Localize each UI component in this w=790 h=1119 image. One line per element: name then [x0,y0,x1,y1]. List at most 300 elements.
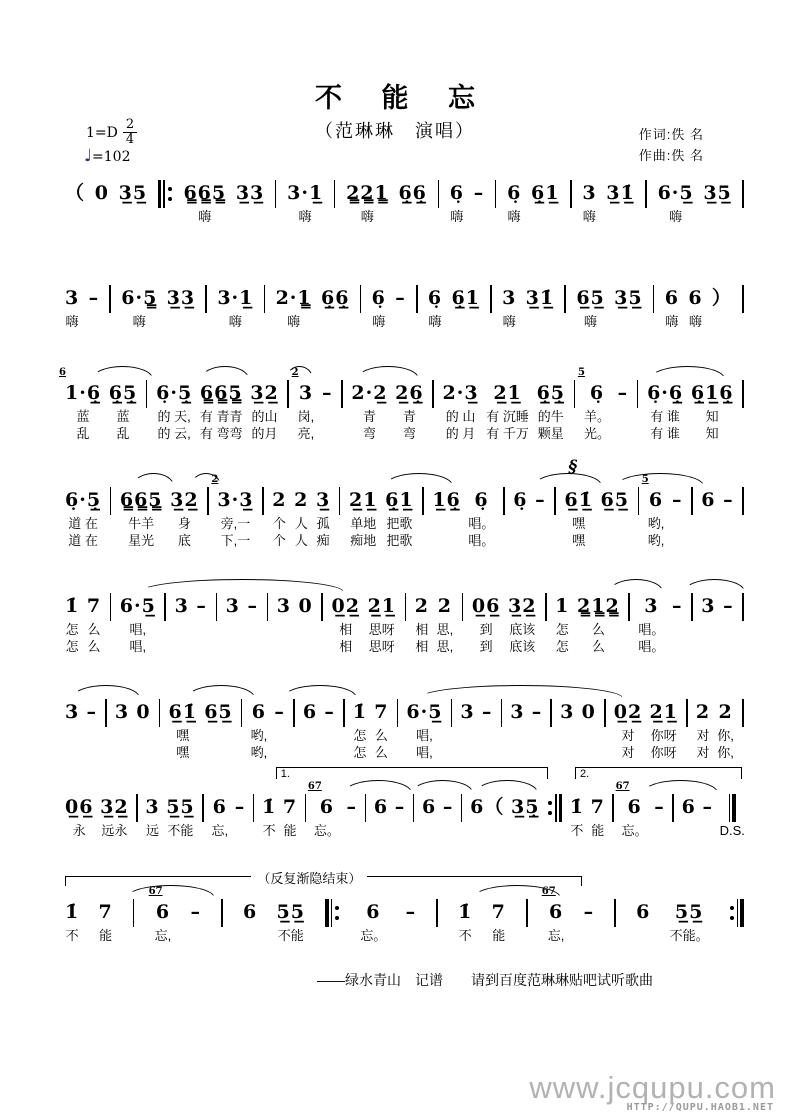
lyric: 你呀 [650,745,677,760]
note-cell [65,285,79,330]
lyric [538,313,542,330]
bar-thin [742,285,744,313]
note-cell [332,593,360,655]
barline-mark [546,794,563,822]
note: 6̲5̲ [204,701,233,723]
note: – [442,796,454,818]
note: 6 [243,901,258,923]
note: 3̲ [315,489,331,511]
barline-mark [569,180,573,208]
barline-mark [494,180,498,208]
lyric: 道 在 [68,533,98,548]
note-cell [606,180,634,225]
lyric [707,532,711,549]
note-cell [86,699,97,761]
note: 2 [294,489,309,511]
lyric: 的牛 [537,409,564,424]
tempo-value: =102 [92,149,131,165]
note-cell [167,285,195,330]
bar-thin [341,380,343,408]
note: – [535,489,546,511]
slur-arc [187,685,255,698]
barline-mark [741,380,745,408]
note: – [583,901,595,923]
note-cell [120,593,156,655]
bar-thin [109,285,111,313]
lyric: 怎 [353,728,367,743]
lyric: 能 [99,928,113,943]
note-cell [372,285,386,330]
note: 6 [681,796,696,818]
lyric: 忘。 [621,823,648,838]
song-title: 不 能 忘 [314,83,491,113]
bar-thin [159,699,161,727]
note: 6̣ [589,382,605,404]
barline [636,380,640,408]
note-cell [322,380,333,442]
lyric: 星光 [128,533,155,548]
lyric [325,408,329,425]
lyric [621,408,625,425]
barline-mark [525,899,529,927]
barline [404,593,408,621]
note: 3̲2̲ [100,796,129,818]
lyric: 忘, [211,823,229,838]
note-cell [191,899,202,944]
note: 0̲2̲ [331,595,360,617]
lyric: 知 [705,409,719,424]
time-denominator: 4 [125,132,135,147]
note-cell [560,699,574,761]
barline [359,285,363,313]
lyric [278,744,282,761]
lyric: 么 [591,639,605,654]
note-cell [65,899,79,944]
lyric [716,208,720,225]
barline [135,794,139,822]
barline [431,380,435,408]
note-cell [299,593,313,655]
barline [215,593,219,621]
bar-thin [205,285,207,313]
lyric: 嗨 [507,209,521,224]
note-cell [600,487,628,549]
lyric [308,727,312,744]
note: 6̲5̲ [576,287,605,309]
barline-mark [437,180,441,208]
lyric [687,822,691,839]
note-cell [510,699,524,761]
barline-mark [489,285,493,313]
bar-thin [742,180,744,208]
key-signature [86,118,137,147]
note-cell [564,457,593,549]
lyric: 嗨 [665,314,679,329]
note-cell [474,180,485,225]
lyric: 相 [339,622,353,637]
barline-mark [611,794,615,822]
note: 1 [555,595,570,617]
lyric: 怎 [65,622,79,637]
note-cell [183,180,226,225]
lyric [217,727,221,744]
lyric [308,744,312,761]
lyric: 么 [87,639,101,654]
lyric: 弯 [362,426,376,441]
lyric: 不能 [167,823,194,838]
lyric [485,727,489,744]
note-cell [541,886,565,944]
notation-row [65,285,745,330]
note-cell [65,487,101,549]
lyric [282,621,286,638]
note-cell [211,474,254,549]
note: 6̣ [507,182,522,204]
note: 6̣ [513,489,528,511]
bar-thin [462,593,464,621]
barline-mark [741,487,745,515]
lyric: 远 [145,823,159,838]
lyric: 道 在 [68,516,98,531]
bar-thin [612,794,614,822]
grace-note: 67 [615,781,630,792]
grace-note: 67 [307,781,322,792]
slur-arc [283,685,358,698]
note: – [481,701,493,723]
lyric: 嗨 [287,314,301,329]
barline [627,593,631,621]
barline-mark [163,593,167,621]
repeat-dot [548,811,552,815]
lyric: 能 [492,928,506,943]
lyric: 有 谁 [650,409,680,424]
bar-thin [293,699,295,727]
note: – [473,182,485,204]
barline-mark [412,794,416,822]
bar-thin [105,699,107,727]
lyric [251,638,255,655]
barline-mark [652,285,656,313]
lyric [675,532,679,549]
note-cell [226,593,240,655]
note-cell [95,180,109,225]
lyric: 忘, [547,928,565,943]
note-cell [89,285,100,330]
lyric [411,208,415,225]
lyric [658,822,662,839]
note-cell [145,794,159,839]
grace-note: 6 [59,367,66,378]
note-cell [492,899,506,944]
note: 2 [272,489,287,511]
note-cell [537,380,565,442]
repeat-dot [548,801,552,805]
lyric [485,744,489,761]
bar-thin [339,487,341,515]
barline [266,593,270,621]
barline [292,699,296,727]
ending-bracket [65,871,582,886]
lyric: 么 [591,622,605,637]
note-cell [169,699,197,761]
lyric [621,425,625,442]
note: 3̲5̲ [703,182,732,204]
key-label: 1=D [86,124,118,141]
note: 3·1̲ [217,287,254,309]
note: 3 [701,595,716,617]
note-cell [614,699,642,761]
lyric: 怎 [353,745,367,760]
grace-note: 67 [541,886,556,897]
bar-thin [405,593,407,621]
lyric [565,744,569,761]
bar-thin [163,180,165,208]
lyric: 的 天, [157,409,191,424]
notation-row [59,367,745,442]
bar-thin [360,285,362,313]
note: 6·5̲ [657,182,694,204]
lyric: 牛羊 [128,516,155,531]
lyric: 羊。 [583,409,610,424]
slur-arc [133,473,174,486]
transcriber-note: ——绿水青山 记谱 请到百度范琳琳贴吧试听歌曲 [317,972,653,988]
bar-thin [110,487,112,515]
barline [304,794,308,822]
barline [437,180,441,208]
note: 6 [701,489,716,511]
bar-thin [742,699,744,727]
note: 2̳1̳2̳ [577,595,620,617]
lyric: 身 [177,516,191,531]
note: 5̲5̲ [166,796,195,818]
music-system [65,593,745,655]
note-cell [570,794,584,839]
bar-thin [133,899,135,927]
slur-arc [72,685,140,698]
lyric [727,515,731,532]
note-cell [535,487,546,549]
note-cell [443,794,454,839]
note-cell [121,285,157,330]
note: 0̲6̲ [471,595,501,617]
note-cell [442,380,478,442]
barline [109,487,113,515]
lyric: 孤 [316,516,330,531]
note: 5̲5̲ [674,901,704,923]
barline [690,593,694,621]
note-cell [615,781,648,839]
note: 7 [491,901,506,923]
lyric [73,208,77,225]
lyric: 唱。 [468,516,495,531]
lyric [120,727,124,744]
lyric: 哟, [250,728,268,743]
lyric [675,621,679,638]
barline [252,794,256,822]
note-cell [236,180,264,225]
lyric [445,532,449,549]
note: – [234,796,246,818]
barline-mark [741,699,745,727]
lyric: 嗨 [582,209,596,224]
barline [338,487,342,515]
note: 1̇ [569,796,584,818]
grace-note: 2 [211,474,219,485]
repeat-dot [730,906,734,910]
note: – [190,901,202,923]
note: – [702,796,713,818]
note-cell [584,899,595,944]
note: 6 [373,796,389,818]
lyric: 旁,一 [220,516,251,531]
note-cell [395,285,406,330]
note-cell [374,699,388,761]
note: 2 [695,701,711,723]
lyric [466,744,470,761]
bar-thin [737,899,739,927]
note-cell [665,285,679,330]
bar-thin [275,180,277,208]
barline-mark [728,899,745,927]
note-cell [374,794,388,839]
note-cell [347,794,358,839]
note-cell [450,180,464,225]
note-cell [658,180,694,225]
lyric [409,927,413,944]
barline [261,487,265,515]
lyric [142,744,146,761]
note-cell [458,899,472,944]
barline [502,487,506,515]
note-cell [672,487,683,549]
lyric: 嘿 [176,728,190,743]
bar-thin [287,380,289,408]
note: 6·5̲ [406,701,443,723]
barline-mark [320,593,324,621]
note-cell [109,380,137,442]
bar-thin [495,180,497,208]
note-cell [486,380,529,442]
barline-mark [240,699,244,727]
note: – [723,489,734,511]
barline-mark [263,285,267,313]
lyric: 嗨 [450,209,464,224]
music-system [65,871,745,944]
lyric [70,744,74,761]
lyric: 不 [262,823,276,838]
barline-mark [627,593,631,621]
note-cell [526,285,554,330]
watermark-url: www.jcqupu.com [529,1070,776,1105]
bar-thin [413,794,415,822]
lyric [304,638,308,655]
barline-mark [636,380,640,408]
lyric [70,727,74,744]
note: – [671,489,683,511]
lyric: 嗨 [502,314,516,329]
barline [286,380,290,408]
lyric: 怎 [65,639,79,654]
lyric [427,822,431,839]
note-cell [508,593,536,655]
lyric: 你, [717,745,734,760]
bar-thin [691,487,693,515]
lyric [231,638,235,655]
lyric [675,515,679,532]
lyric: 远永 [101,823,128,838]
note: – [672,595,683,617]
note: 2·1̳ [275,287,312,309]
bar-thin [564,285,566,313]
bar-thick [325,899,329,927]
barline [741,699,745,727]
bar-thin [742,380,744,408]
lyric [328,744,332,761]
barline-mark [396,699,400,727]
note: 6̲̣5̲̣ [536,382,566,404]
grace-note: 67 [148,886,163,897]
note: 7 [374,701,389,723]
note: 6̣·6̲̣ [647,382,684,404]
lyric [466,727,470,744]
bar-thin [110,593,112,621]
note-cell [582,699,596,761]
barline [644,180,648,208]
lyric: 嗨 [198,209,212,224]
lyric [519,515,523,532]
lyric [565,727,569,744]
bar-thick [559,794,563,822]
lyric [516,727,520,744]
barline-mark [215,593,219,621]
bar-thin [614,899,616,927]
slur-arc [412,780,473,793]
note-cell [712,285,732,330]
note: 6̣·5̲̣ [65,489,102,511]
lyric: 把歌 [386,533,413,548]
barline [671,794,675,822]
lyric: 相 [415,622,429,637]
lyric: 知 [705,426,719,441]
note: – [346,796,358,818]
lyric [238,822,242,839]
barline-mark [342,699,346,727]
bar-thin [451,699,453,727]
note-cell [316,487,330,549]
barline-mark [266,593,270,621]
note-cell [277,593,291,655]
barline-mark [435,899,439,927]
note: 3 [560,701,575,723]
note-cell [422,794,436,839]
lyric: 嗨 [360,209,374,224]
bar-thin [221,899,223,927]
barline [741,180,745,208]
note: 2 [718,701,733,723]
lyric [333,313,337,330]
lyric [587,927,591,944]
note: 6（ [470,796,505,818]
bar-thin [264,285,266,313]
note-cell [211,794,228,839]
note: 6̲̣1̲ [385,489,414,511]
note-cell [65,593,79,655]
lyric: 对 [696,745,710,760]
bar-thin [343,699,345,727]
lyric [613,532,617,549]
lyric: 嘿 [176,745,190,760]
note: 2̲6̲̣ [395,382,424,404]
